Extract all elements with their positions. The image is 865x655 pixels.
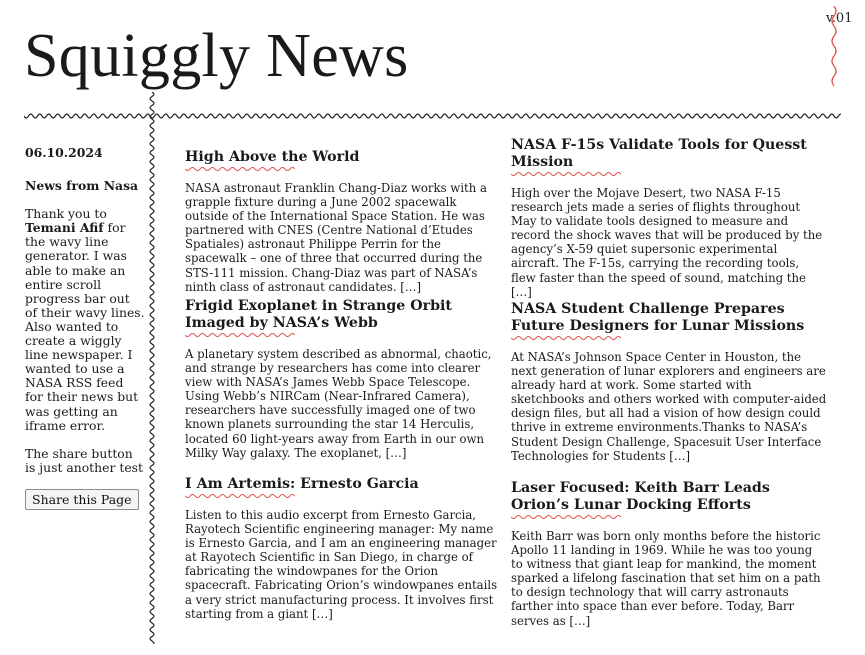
title-squiggle-underline bbox=[511, 335, 621, 341]
sidebar-blurb bbox=[25, 207, 145, 475]
article-excerpt: Listen to this audio excerpt from Ernesto Garcia, Rayotech Scientific engineering manager: My name is Ernesto Garcia, and I am an engineering manager at Rayotech Scientific in San Diego, in charge of fabricating the windowpanes for the Orion spacecraft. Fabricating Orion’s windowpanes entails a very strict manufacturing process. It involves first starting from a giant […] bbox=[185, 508, 498, 621]
article-excerpt: High over the Mojave Desert, two NASA F-15 research jets made a series of flights throughout May to validate tools designed to measure and record the shock waves that will be produced by the agency’s X-59 quiet supersonic experimental aircraft. The F-15s, carrying the recording tools, flew faster than the speed of sound, matching the […] bbox=[511, 186, 823, 299]
blurb-paragraph-1 bbox=[25, 207, 145, 433]
wave-stroke bbox=[185, 494, 295, 497]
article-card bbox=[185, 149, 501, 294]
article-card bbox=[185, 476, 501, 621]
wave-stroke bbox=[511, 336, 621, 339]
blurb-paragraph-2: The share button is just another test bbox=[25, 445, 143, 475]
blurb-text-b: for the wavy line generator. I was able to make an entire scroll progress bar out of their wavy lines. Also wanted to create a wiggly line newspaper. I wanted to use a NASA RSS feed for their news but was getting an iframe error. bbox=[25, 220, 145, 433]
blurb-text-a: Thank you to bbox=[25, 206, 107, 222]
article-excerpt: At NASA’s Johnson Space Center in Houston, the next generation of lunar explorers and engineers are already hard at work. Some started with sketchbooks and others worked with computer-aided design files, but all had a vision of how design could thrive in extreme environments.Thanks to NASA’s Student Design Challenge, Spacesuit User Interface Technologies for Students […] bbox=[511, 350, 827, 463]
scroll-progress-wavy-bar bbox=[826, 6, 842, 86]
article-card bbox=[511, 480, 827, 628]
wave-stroke bbox=[185, 333, 295, 336]
wave-stroke bbox=[511, 515, 621, 518]
share-button[interactable]: Share this Page bbox=[25, 489, 139, 510]
article-title[interactable]: I Am Artemis: Ernesto Garcia bbox=[185, 476, 419, 492]
sidebar bbox=[25, 145, 145, 510]
news-source: News from Nasa bbox=[25, 178, 139, 194]
wave-stroke bbox=[150, 92, 154, 644]
wave-stroke bbox=[185, 167, 295, 170]
publish-date: 06.10.2024 bbox=[25, 145, 103, 160]
masthead-title: Squiggly News bbox=[24, 22, 409, 90]
article-title[interactable]: Frigid Exoplanet in Strange Orbit Imaged by NASA’s Webb bbox=[185, 298, 452, 331]
wave-stroke bbox=[511, 172, 621, 175]
title-squiggle-underline bbox=[185, 166, 295, 172]
article-title[interactable]: Laser Focused: Keith Barr Leads Orion’s Lunar Docking Efforts bbox=[511, 480, 770, 513]
title-squiggle-underline bbox=[511, 514, 621, 520]
article-title[interactable]: High Above the World bbox=[185, 149, 360, 165]
title-squiggle-underline bbox=[185, 332, 295, 338]
article-title[interactable]: NASA Student Challenge Prepares Future Designers for Lunar Missions bbox=[511, 301, 805, 334]
article-title[interactable]: NASA F-15s Validate Tools for Quesst Mission bbox=[511, 137, 807, 170]
article-card bbox=[511, 137, 827, 299]
article-excerpt: NASA astronaut Franklin Chang-Diaz works with a grapple fixture during a June 2002 spacewalk outside of the International Space Station. He was partnered with CNES (Centre National d’Etudes Spatiales) astronaut Philippe Perrin for the spacewalk – one of three that occurred during the STS-111 mission. Chang-Diaz was part of NASA’s ninth class of astronaut candidates. […] bbox=[185, 181, 487, 294]
title-squiggle-underline bbox=[511, 171, 621, 177]
title-squiggle-underline bbox=[185, 493, 295, 499]
version-label: v.01 bbox=[826, 11, 853, 26]
scroll-progress-wave bbox=[832, 6, 836, 86]
credit-name: Temani Afif bbox=[25, 220, 104, 236]
sidebar-wavy-divider bbox=[146, 92, 158, 644]
article-excerpt: Keith Barr was born only months before the historic Apollo 11 landing in 1969. While he was too young to witness that giant leap for mankind, the moment sparked a lifelong fascination that set him on a path to design technology that will carry astronauts farther into space than ever before. Today, Barr serves as […] bbox=[511, 529, 821, 628]
article-card bbox=[511, 301, 827, 463]
article-excerpt: A planetary system described as abnormal, chaotic, and strange by researchers has come into clearer view with NASA’s James Webb Space Telescope. Using Webb’s NIRCam (Near-Infrared Camera), researchers have successfully imaged one of two known planets surrounding the star 14 Herculis, located 60 light-years away from Earth in our own Milky Way galaxy. The exoplanet, […] bbox=[185, 347, 492, 460]
article-card bbox=[185, 298, 501, 460]
